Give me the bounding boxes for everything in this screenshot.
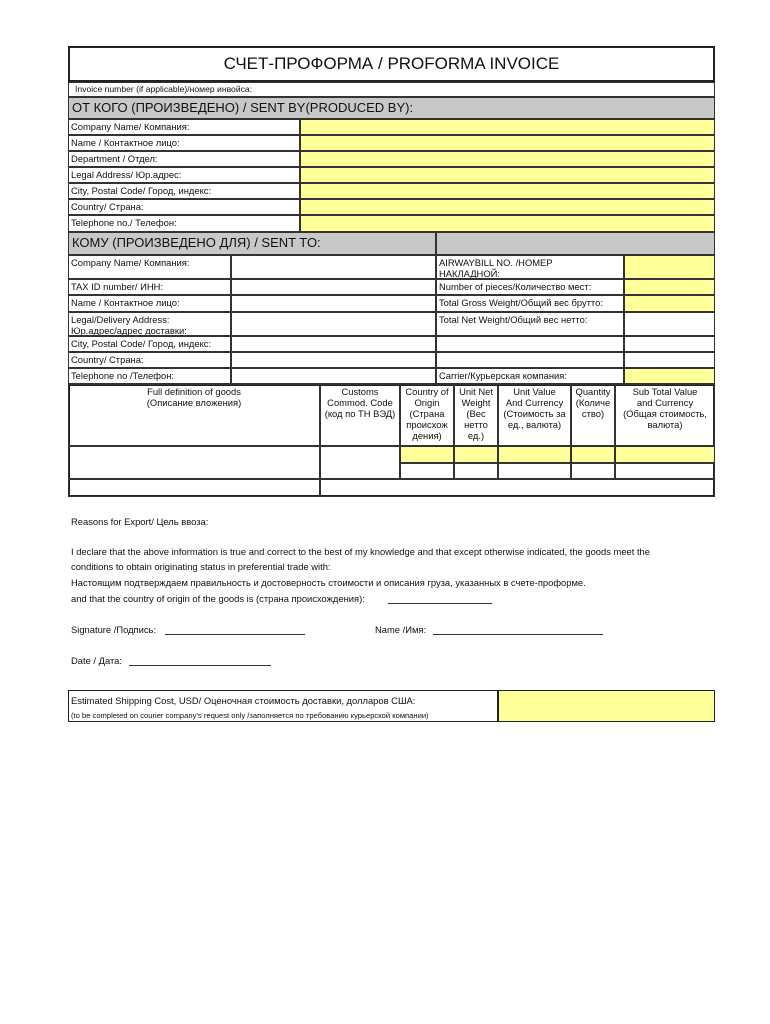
sender-telephone-label: Telephone no./ Телефон: [68, 215, 300, 232]
airwaybill-field[interactable] [624, 255, 715, 279]
goods-row-1-unit-value[interactable] [498, 446, 571, 463]
recipient-name-field[interactable] [231, 295, 436, 312]
goods-col-net-weight: Unit Net Weight (Вес нетто ед.) [454, 384, 498, 446]
goods-col-quantity: Quantity (Количе ство) [571, 384, 615, 446]
reasons-label: Reasons for Export/ Цель ввоза: [71, 516, 209, 527]
name-label: Name /Имя: [375, 624, 427, 635]
sender-company-label: Company Name/ Компания: [68, 119, 300, 135]
name-field[interactable] [433, 634, 603, 635]
goods-row-1-unit-value-sub[interactable] [498, 463, 571, 479]
goods-col-unit-value: Unit Value And Currency (Стоимость за ед., валюта) [498, 384, 571, 446]
goods-row-1-net-weight-sub[interactable] [454, 463, 498, 479]
shipping-cost-field[interactable] [498, 690, 715, 722]
recipient-name-label: Name / Контактное лицо: [68, 295, 231, 312]
shipping-cost-label: Estimated Shipping Cost, USD/ Оценочная стоимость доставки, долларов США: (to be completed on courier company’s request only /заполняется по требованию курьерской компании) [68, 690, 498, 722]
declaration-line-2: conditions to obtain originating status in preferential trade with: [71, 561, 331, 572]
goods-row-1-customs-code[interactable] [320, 446, 400, 479]
sender-company-field[interactable] [300, 119, 715, 135]
declaration-line-3: Настоящим подтверждаем правильность и достоверность стоимости и описания груза, указанных в счете-проформе. [71, 577, 586, 588]
sender-address-field[interactable] [300, 167, 715, 183]
carrier-field[interactable] [624, 368, 715, 384]
sender-name-field[interactable] [300, 135, 715, 151]
page-title: СЧЕТ-ПРОФОРМА / PROFORMA INVOICE [68, 46, 715, 82]
gross-weight-label: Total Gross Weight/Общий вес брутто: [436, 295, 624, 312]
recipient-country-field[interactable] [231, 352, 436, 368]
invoice-number-row: Invoice number (if applicable)/номер инвойса: [68, 82, 715, 97]
net-weight-label: Total Net Weight/Общий вес нетто: [436, 312, 624, 336]
origin-country-field[interactable] [388, 603, 492, 604]
goods-row-1-origin-sub[interactable] [400, 463, 454, 479]
signature-field[interactable] [165, 634, 305, 635]
goods-row-1-origin[interactable] [400, 446, 454, 463]
goods-col-customs-code: Customs Commod. Code (код по ТН ВЭД) [320, 384, 400, 446]
sender-city-field[interactable] [300, 183, 715, 199]
goods-row-1-subtotal[interactable] [615, 446, 715, 463]
sender-name-label: Name / Контактное лицо: [68, 135, 300, 151]
recipient-address-label: Legal/Delivery Address: Юр.адрес/адрес доставки: [68, 312, 231, 336]
recipient-taxid-label: TAX ID number/ ИНН: [68, 279, 231, 295]
sender-address-label: Legal Address/ Юр.адрес: [68, 167, 300, 183]
recipient-address-field[interactable] [231, 312, 436, 336]
goods-row-1-description[interactable] [68, 446, 320, 479]
signature-label: Signature /Подпись: [71, 624, 157, 635]
sender-city-label: City, Postal Code/ Город, индекс: [68, 183, 300, 199]
recipient-company-label: Company Name/ Компания: [68, 255, 231, 279]
net-weight-field[interactable] [624, 312, 715, 336]
goods-row-1-quantity[interactable] [571, 446, 615, 463]
gross-weight-field[interactable] [624, 295, 715, 312]
declaration-line-4: and that the country of origin of the goods is (страна происхождения): [71, 593, 365, 604]
recipient-city-label: City, Postal Code/ Город, индекс: [68, 336, 231, 352]
goods-row-1-subtotal-sub[interactable] [615, 463, 715, 479]
recipient-header: КОМУ (ПРОИЗВЕДЕНО ДЛЯ) / SENT TO: [68, 232, 436, 255]
recipient-country-label: Country/ Страна: [68, 352, 231, 368]
goods-row-1-quantity-sub[interactable] [571, 463, 615, 479]
date-label: Date / Дата: [71, 655, 122, 666]
carrier-label: Carrier/Курьерская компания: [436, 368, 624, 384]
sender-department-field[interactable] [300, 151, 715, 167]
recipient-company-field[interactable] [231, 255, 436, 279]
recipient-telephone-field[interactable] [231, 368, 436, 384]
sender-department-label: Department / Отдел: [68, 151, 300, 167]
right-blank-1 [436, 336, 624, 352]
recipient-telephone-label: Telephone no /Телефон: [68, 368, 231, 384]
goods-col-description: Full definition of goods (Описание вложения) [68, 384, 320, 446]
goods-row-2-rest[interactable] [320, 479, 715, 497]
recipient-taxid-field[interactable] [231, 279, 436, 295]
date-field[interactable] [129, 665, 271, 666]
right-blank-2-field[interactable] [624, 352, 715, 368]
goods-row-1-net-weight[interactable] [454, 446, 498, 463]
goods-col-subtotal: Sub Total Value and Currency (Общая стоимость, валюта) [615, 384, 715, 446]
airwaybill-label: AIRWAYBILL NO. /НОМЕР НАКЛАДНОЙ: [436, 255, 624, 279]
sender-header: ОТ КОГО (ПРОИЗВЕДЕНО) / SENT BY(PRODUCED BY): [68, 97, 715, 119]
declaration-line-1: I declare that the above information is true and correct to the best of my knowledge and that except otherwise indicated, the goods meet the [71, 546, 650, 557]
right-blank-1-field[interactable] [624, 336, 715, 352]
sender-country-label: Country/ Страна: [68, 199, 300, 215]
pieces-field[interactable] [624, 279, 715, 295]
sender-telephone-field[interactable] [300, 215, 715, 232]
goods-row-2-description[interactable] [68, 479, 320, 497]
pieces-label: Number of pieces/Количество мест: [436, 279, 624, 295]
recipient-header-filler [436, 232, 715, 255]
sender-country-field[interactable] [300, 199, 715, 215]
right-blank-2 [436, 352, 624, 368]
goods-col-origin: Country of Origin (Страна происхож дения) [400, 384, 454, 446]
recipient-city-field[interactable] [231, 336, 436, 352]
